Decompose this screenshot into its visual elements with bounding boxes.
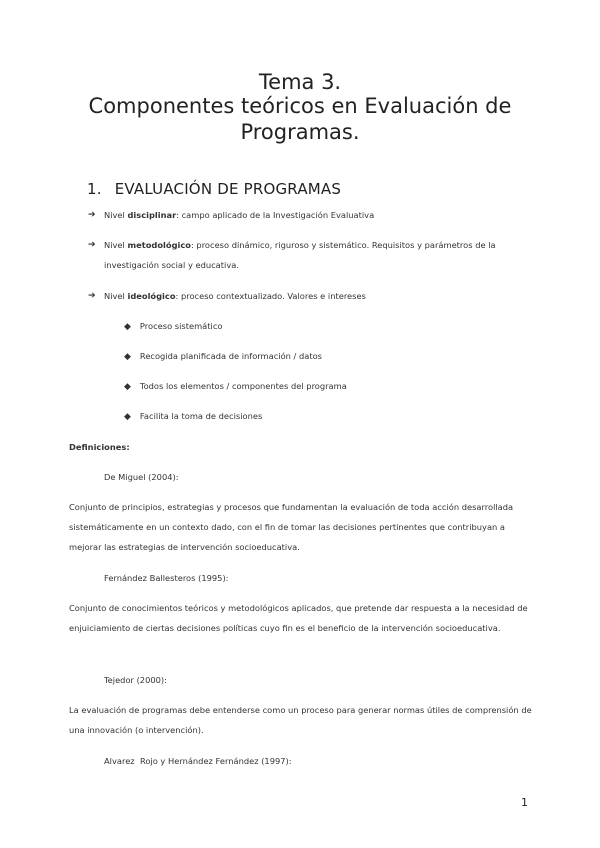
definition-text: La evaluación de programas debe entenderse como un proceso para generar normas útiles de comprensión de una innovación (o intervención). [69,705,532,735]
bullet-text: Todos los elementos / componentes del programa [139,381,347,391]
section-title: EVALUACIÓN DE PROGRAMAS [114,180,342,198]
bullet-text: Recogida planificada de información / datos [139,351,322,361]
level-term: ideológico [127,291,176,301]
diamond-bullet-icon: ◆ [124,382,131,392]
arrow-icon: ➔ [88,210,96,220]
diamond-bullet-icon: ◆ [124,352,131,362]
level-prefix: Nivel [104,210,128,220]
bullet-text: Facilita la toma de decisiones [139,411,263,421]
definition-text: Conjunto de conocimientos teóricos y metodológicos aplicados, que pretende dar respuesta a la necesidad de enjuiciamiento de ciertas decisiones políticas cuyo fin es el beneficio de la intervención socioeducativa. [69,603,528,633]
diamond-bullet-icon: ◆ [124,322,131,332]
bullet-text: Proceso sistemático [139,321,223,331]
definition-author: Tejedor (2000): [104,675,167,685]
bullet-item [124,346,322,367]
definition-text: Conjunto de principios, estrategias y procesos que fundamentan la evaluación de toda acción desarrollada sistemáticamente en un contexto dado, con el fin de tomar las decisiones pertinentes que contribuyan a mejorar las estrategias de intervención socioeducativa. [69,502,514,552]
page-number: 1 [521,796,528,809]
definition-author: Fernández Ballesteros (1995): [104,573,229,583]
diamond-bullet-icon: ◆ [124,412,131,422]
level-term: metodológico [127,240,191,250]
definition-author: Alvarez Rojo y Hernández Fernández (1997): [104,756,292,766]
level-text: : proceso contextualizado. Valores e intereses [175,291,366,301]
definitions-label: Definiciones: [69,442,130,452]
level-text: : proceso dinámico, riguroso y sistemático. Requisitos y parámetros de la investigación social y educativa. [104,240,496,270]
level-term: disciplinar [127,210,177,220]
bullet-item [124,406,262,427]
document-title-line2: Componentes teóricos en Evaluación de Programas. [88,94,512,144]
level-prefix: Nivel [104,291,128,301]
level-item [88,205,528,225]
section-number: 1. [87,180,102,198]
level-text: : campo aplicado de la Investigación Evaluativa [176,210,375,220]
bullet-item [124,316,222,337]
section-heading [87,180,341,198]
arrow-icon: ➔ [88,240,96,250]
definition-author: De Miguel (2004): [104,472,179,482]
level-prefix: Nivel [104,240,128,250]
level-item [88,235,528,275]
arrow-icon: ➔ [88,291,96,301]
document-title-line1: Tema 3. [258,70,342,94]
level-item [88,286,528,306]
bullet-item [124,376,347,397]
